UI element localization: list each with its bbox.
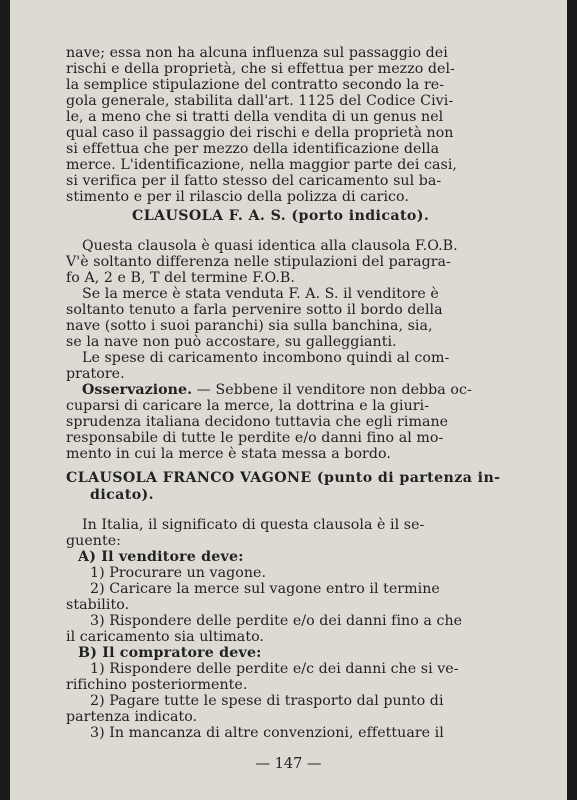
section-heading: dicato). — [90, 487, 155, 503]
body-line: le, a meno che si tratti della vendita di un genus nel — [66, 109, 444, 125]
list-item: 1) Rispondere delle perdite e/c dei danni che si ve- — [90, 661, 459, 677]
body-line: rischi e della proprietà, che si effettua per mezzo del- — [66, 61, 455, 77]
list-item: stabilito. — [66, 597, 130, 613]
body-line: mento in cui la merce è stata messa a bordo. — [66, 446, 391, 462]
list-item: 2) Pagare tutte le spese di trasporto dal punto di — [90, 693, 444, 709]
body-line: guente: — [66, 533, 121, 549]
body-line — [82, 382, 502, 399]
body-line: V'è soltanto differenza nelle stipulazioni del paragra- — [66, 254, 451, 270]
list-item: partenza indicato. — [66, 709, 198, 725]
body-line: cuparsi di caricare la merce, la dottrina e la giuri- — [66, 398, 430, 414]
list-heading: B) Il compratore deve: — [78, 645, 262, 661]
list-item: 3) Rispondere delle perdite e/o dei danni fino a che — [90, 613, 463, 629]
list-item: rifichino posteriormente. — [66, 677, 248, 693]
body-line: merce. L'identificazione, nella maggior parte dei casi, — [66, 157, 457, 173]
list-item: 3) In mancanza di altre convenzioni, effettuare il — [90, 725, 444, 741]
body-line: Questa clausola è quasi identica alla clausola F.O.B. — [82, 238, 458, 254]
body-line: nave (sotto i suoi paranchi) sia sulla banchina, sia, — [66, 318, 433, 334]
page-number: — 147 — — [255, 756, 322, 772]
body-line: gola generale, stabilita dall'art. 1125 del Codice Civi- — [66, 93, 454, 109]
body-line: Se la merce è stata venduta F. A. S. il venditore è — [82, 286, 439, 302]
body-line: Le spese di caricamento incombono quindi al com- — [82, 350, 450, 366]
body-line: si effettua che per mezzo della identificazione della — [66, 141, 440, 157]
section-heading: CLAUSOLA F. A. S. (porto indicato). — [132, 208, 430, 224]
list-item: 1) Procurare un vagone. — [90, 565, 267, 581]
list-item: 2) Caricare la merce sul vagone entro il termine — [90, 581, 440, 597]
body-line: qual caso il passaggio dei rischi e della proprietà non — [66, 125, 454, 141]
observation-label: Osservazione. — [82, 382, 193, 398]
body-line: fo A, 2 e B, T del termine F.O.B. — [66, 270, 295, 286]
body-line: la semplice stipulazione del contratto secondo la re- — [66, 77, 445, 93]
list-heading: A) Il venditore deve: — [78, 549, 244, 565]
book-page — [10, 0, 567, 800]
body-line: responsabile di tutte le perdite e/o danni fino al mo- — [66, 430, 444, 446]
body-line: pratore. — [66, 366, 125, 382]
body-line: nave; essa non ha alcuna influenza sul passaggio dei — [66, 45, 448, 61]
body-line: In Italia, il significato di questa clausola è il se- — [82, 517, 425, 533]
body-text: — Sebbene il venditore non debba oc- — [192, 382, 472, 398]
body-line: stimento e per il rilascio della polizza di carico. — [66, 189, 409, 205]
body-line: sprudenza italiana decidono tuttavia che egli rimane — [66, 414, 449, 430]
section-heading: CLAUSOLA FRANCO VAGONE (punto di partenza in- — [66, 470, 501, 486]
body-line: soltanto tenuto a farla pervenire sotto il bordo della — [66, 302, 443, 318]
list-item: il caricamento sia ultimato. — [66, 629, 264, 645]
body-line: si verifica per il fatto stesso del caricamento sul ba- — [66, 173, 442, 189]
body-line: se la nave non può accostare, su galleggianti. — [66, 334, 397, 350]
